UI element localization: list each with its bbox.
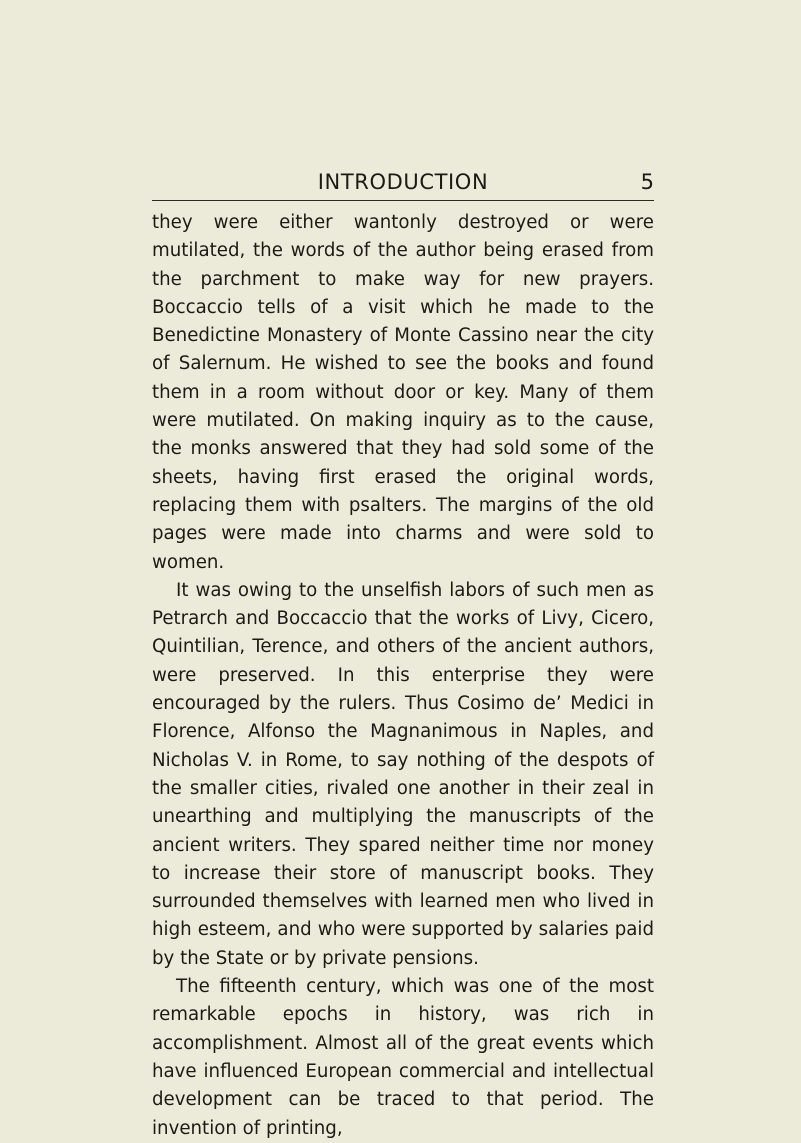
running-head — [152, 168, 654, 204]
page-number: 5 — [640, 170, 654, 194]
paragraph-fifteenth-century: The fifteenth century, which was one of the most remarkable epochs in history, was rich in accomplishment. Almost all of the great events which have influenced European commercial and intellectual development can be traced to that period. The invention of printing, — [152, 976, 654, 1139]
running-title: INTRODUCTION — [317, 170, 489, 194]
header-rule — [152, 200, 654, 201]
paragraph-continued: they were either wantonly destroyed or were mutilated, the words of the author being erased from the parchment to make way for new prayers. Boccaccio tells of a visit which he made to the Benedictine Monastery of Monte Cassino near the city of Salernum. He wished to see the books and found them in a room without door or key. Many of them were mutilated. On making inquiry as to the cause, the monks answered that they had sold some of the sheets, having first erased the original words, replacing them with psalters. The margins of the old pages were made into charms and were sold to women. — [152, 212, 654, 573]
paragraph-petrarch-boccaccio: It was owing to the unselfish labors of such men as Petrarch and Boccaccio that the works of Livy, Cicero, Quintilian, Terence, and others of the ancient authors, were preserved. In this enterprise they were encouraged by the rulers. Thus Cosimo de’ Medici in Florence, Alfonso the Magnanimous in Naples, and Nicholas V. in Rome, to say nothing of the despots of the smaller cities, rivaled one another in their zeal in unearthing and multiplying the manuscripts of the ancient writers. They spared neither time nor money to increase their store of manuscript books. They surrounded themselves with learned men who lived in high esteem, and who were supported by salaries paid by the State or by private pensions. — [152, 579, 654, 969]
body-text — [152, 209, 654, 1143]
